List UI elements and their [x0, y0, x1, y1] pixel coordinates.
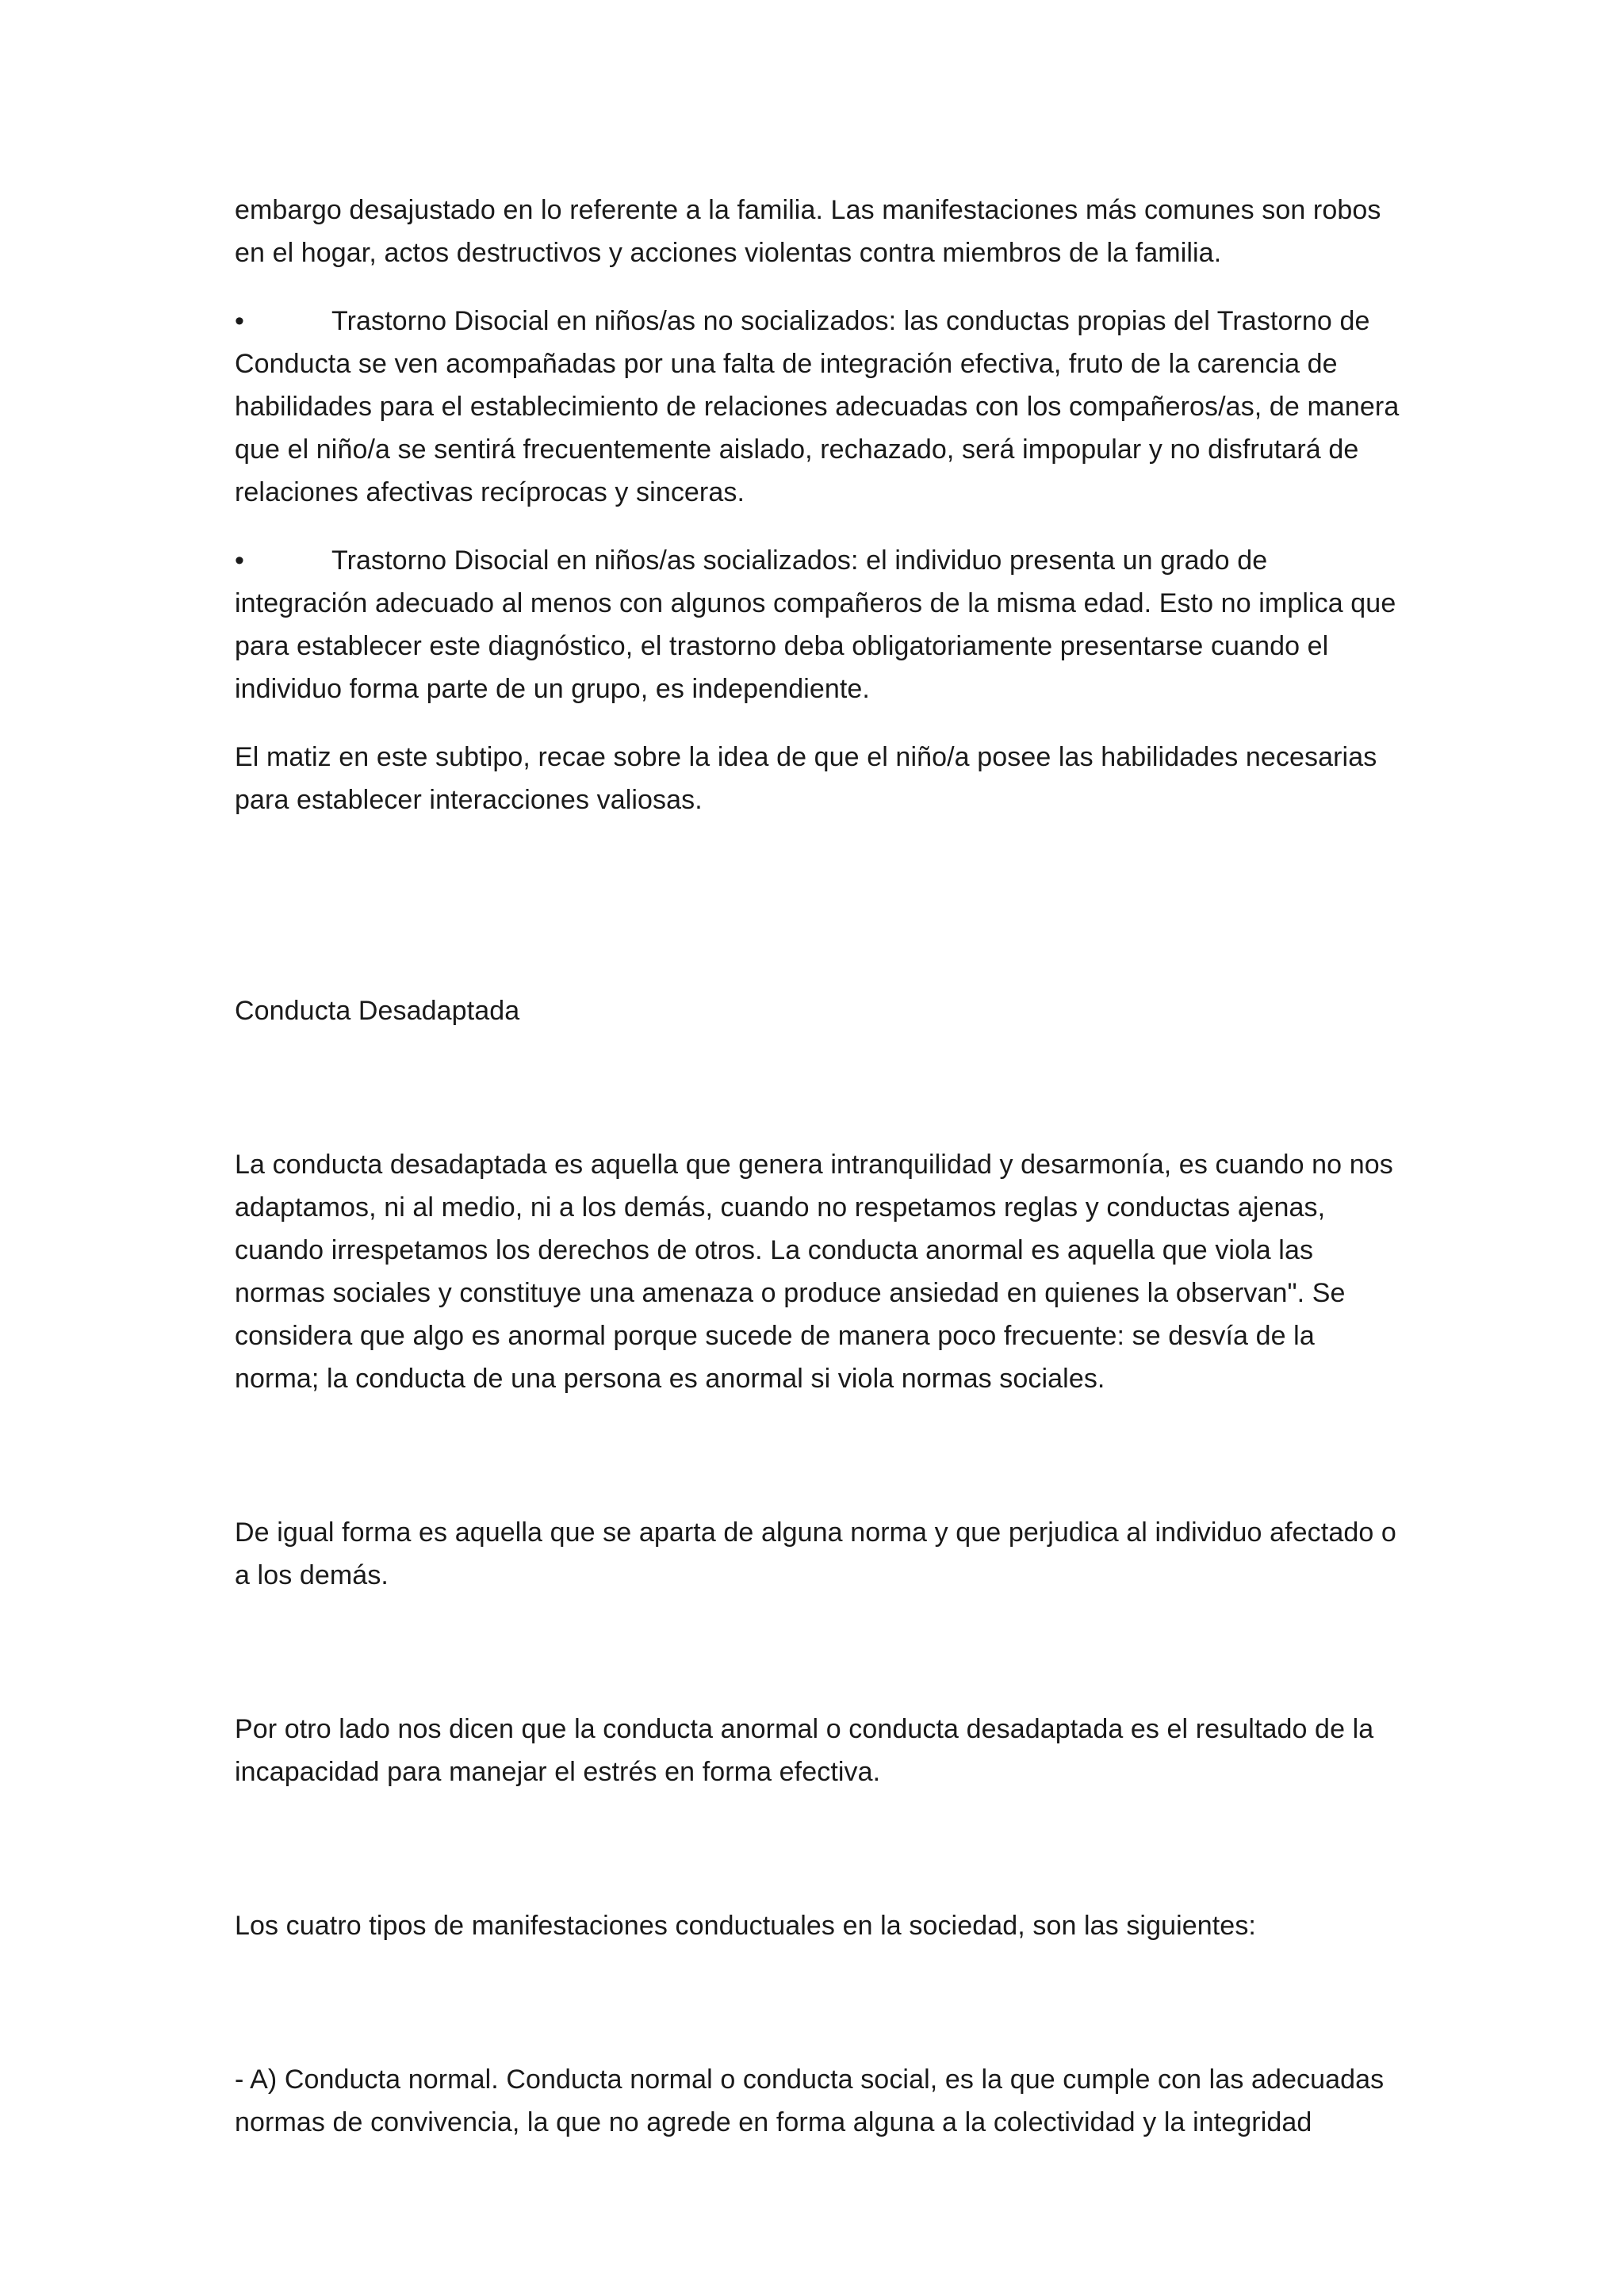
definition-paragraph: La conducta desadaptada es aquella que genera intranquilidad y desarmonía, es cuando no nos adaptamos, ni al medio, ni a los demás, cuando no respetamos reglas y conductas ajenas, cuando irrespetamos los derechos de otros. La conducta anormal es aquella que viola las normas sociales y constituye una amenaza o produce ansiedad en quienes la observan". Se considera que algo es anormal porque sucede de manera poco frecuente: se desvía de la norma; la conducta de una persona es anormal si viola normas sociales. — [235, 1150, 1393, 1394]
spacer — [235, 821, 1404, 989]
section-heading: Conducta Desadaptada — [235, 996, 520, 1026]
bullet-mark: • — [235, 306, 245, 336]
spacer — [235, 1793, 1404, 1904]
matiz-paragraph: El matiz en este subtipo, recae sobre la idea de que el niño/a posee las habilidades necesarias para establecer interacciones valiosas. — [235, 742, 1377, 815]
cuatro-tipos-paragraph: Los cuatro tipos de manifestaciones conductuales en la sociedad, son las siguientes: — [235, 1911, 1256, 1941]
bullet-item-no-socializados — [235, 300, 1404, 514]
bullet-item-socializados — [235, 539, 1404, 710]
igual-forma-paragraph: De igual forma es aquella que se aparta de alguna norma y que perjudica al individuo afectado o a los demás. — [235, 1517, 1396, 1590]
otro-lado-paragraph: Por otro lado nos dicen que la conducta anormal o conducta desadaptada es el resultado de la incapacidad para manejar el estrés en forma efectiva. — [235, 1714, 1374, 1787]
bullet-text: Trastorno Disocial en niños/as socializados: el individuo presenta un grado de integración adecuado al menos con algunos compañeros de la misma edad. Esto no implica que para establecer este diagnóstico, el trastorno deba obligatoriamente presentarse cuando el individuo forma parte de un grupo, es independiente. — [235, 545, 1396, 704]
spacer — [235, 1597, 1404, 1708]
spacer — [235, 1947, 1404, 2058]
conducta-normal-paragraph: - A) Conducta normal. Conducta normal o conducta social, es la que cumple con las adecuadas normas de convivencia, la que no agrede en forma alguna a la colectividad y la integridad — [235, 2064, 1385, 2137]
document-body — [235, 189, 1404, 2144]
continuation-paragraph: embargo desajustado en lo referente a la familia. Las manifestaciones más comunes son robos en el hogar, actos destructivos y acciones violentas contra miembros de la familia. — [235, 195, 1381, 268]
bullet-mark: • — [235, 545, 245, 576]
spacer — [235, 1032, 1404, 1143]
spacer — [235, 1400, 1404, 1511]
bullet-text: Trastorno Disocial en niños/as no socializados: las conductas propias del Trastorno de Conducta se ven acompañadas por una falta de integración efectiva, fruto de la carencia de habilidades para el establecimiento de relaciones adecuadas con los compañeros/as, de manera que el niño/a se sentirá frecuentemente aislado, rechazado, será impopular y no disfrutará de relaciones afectivas recíprocas y sinceras. — [235, 306, 1400, 507]
